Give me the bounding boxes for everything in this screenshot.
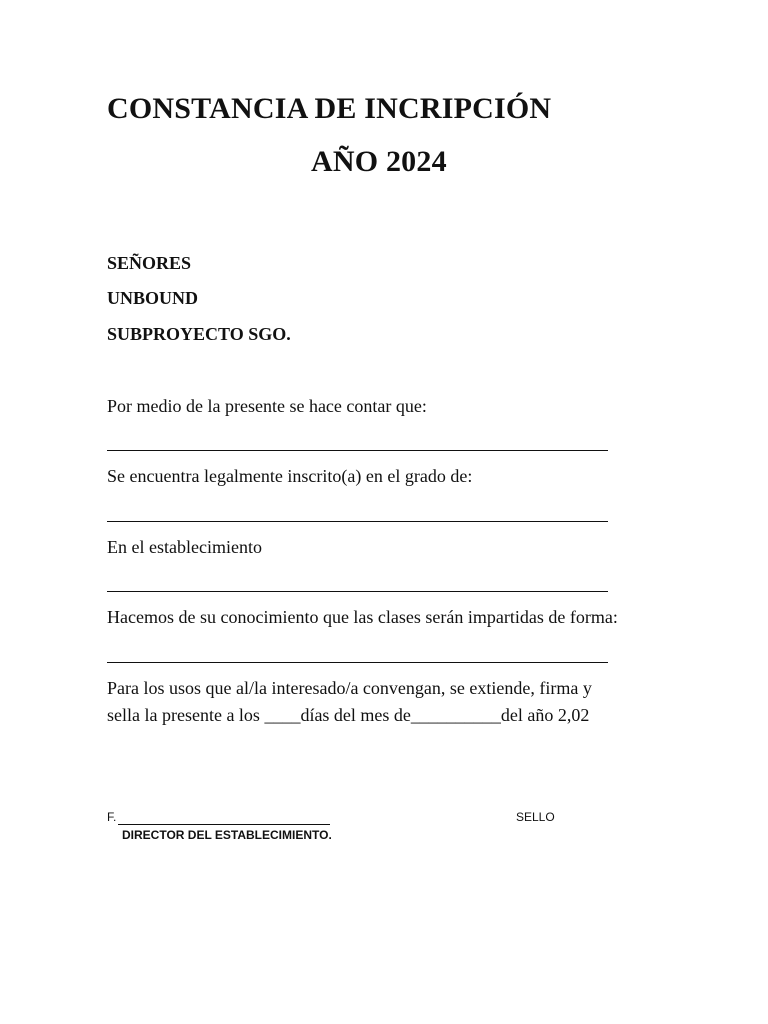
fill-in-line-grade bbox=[107, 521, 608, 522]
fill-in-line-school bbox=[107, 591, 608, 592]
fill-in-line-name bbox=[107, 450, 608, 451]
document-title: CONSTANCIA DE INCRIPCIÓN bbox=[107, 92, 552, 125]
closing-text-line2: sella la presente a los ____días del mes de__________del año 2,02 bbox=[107, 705, 590, 725]
signature-prefix: F. bbox=[107, 810, 117, 824]
closing-text-line1: Para los usos que al/la interesado/a convengan, se extiende, firma y bbox=[107, 678, 592, 698]
grade-text: Se encuentra legalmente inscrito(a) en el grado de: bbox=[107, 466, 473, 486]
director-label: DIRECTOR DEL ESTABLECIMIENTO. bbox=[122, 828, 332, 842]
addressee-line: SUBPROYECTO SGO. bbox=[107, 324, 291, 344]
addressee-line: UNBOUND bbox=[107, 288, 199, 308]
signature-line bbox=[118, 824, 330, 825]
document-year: AÑO 2024 bbox=[311, 145, 447, 178]
fill-in-line-mode bbox=[107, 662, 608, 663]
school-text: En el establecimiento bbox=[107, 537, 262, 557]
stamp-label: SELLO bbox=[516, 810, 555, 824]
statement-text: Por medio de la presente se hace contar que: bbox=[107, 396, 427, 416]
addressee-line: SEÑORES bbox=[107, 253, 192, 273]
class-mode-text: Hacemos de su conocimiento que las clases serán impartidas de forma: bbox=[107, 607, 618, 627]
